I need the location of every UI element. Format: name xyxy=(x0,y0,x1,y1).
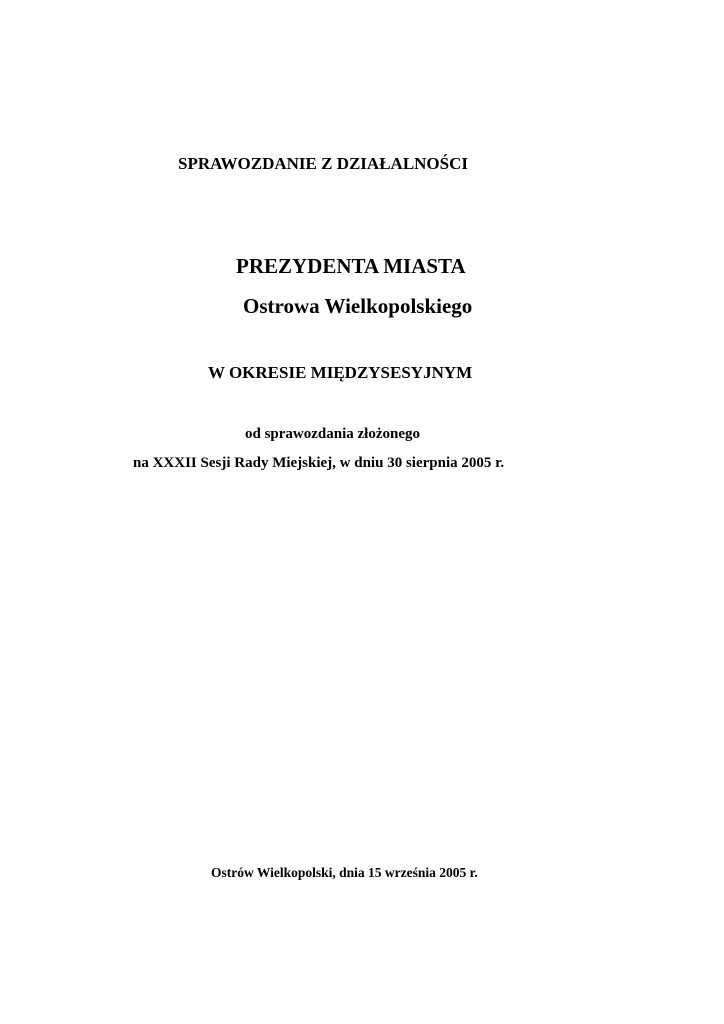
period-line: W OKRESIE MIĘDZYSESYJNYM xyxy=(208,363,473,382)
since-line-1: od sprawozdania złożonego xyxy=(245,426,421,442)
report-heading: SPRAWOZDANIE Z DZIAŁALNOŚCI xyxy=(178,154,469,173)
since-line-2: na XXXII Sesji Rady Miejskiej, w dniu 30 sierpnia 2005 r. xyxy=(133,455,505,471)
place-and-date: Ostrów Wielkopolski, dnia 15 września 2005 r. xyxy=(211,865,478,880)
title-line-2: Ostrowa Wielkopolskiego xyxy=(243,294,473,318)
title-line-1: PREZYDENTA MIASTA xyxy=(236,254,466,278)
